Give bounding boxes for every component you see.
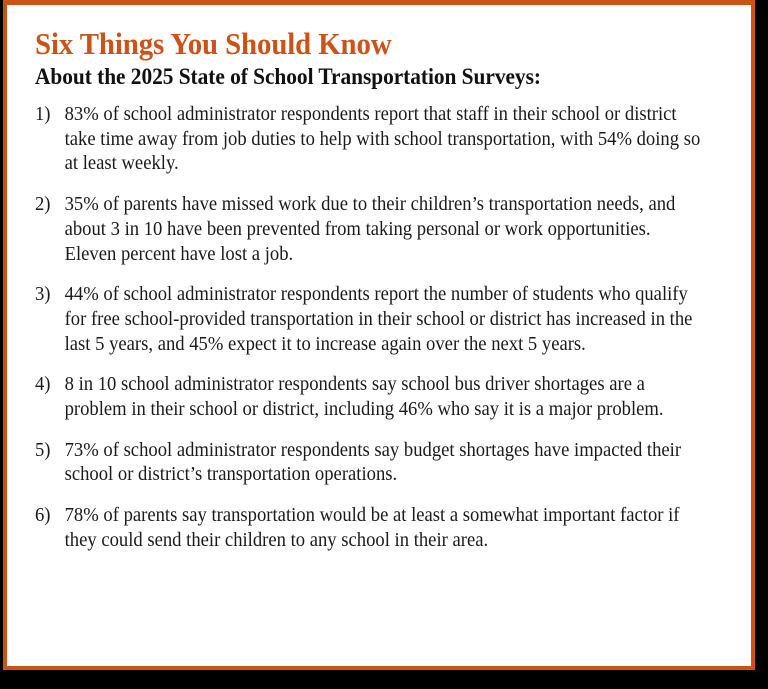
card-content — [7, 5, 751, 666]
list-item-text: 73% of school administrator respondents say budget shortages have impacted their school or district’s transportation operations. — [64, 439, 682, 486]
list-item-text: 78% of parents say transportation would be at least a somewhat important factor if they could send their children to any school in their area. — [64, 505, 680, 551]
list-item-marker: 6) — [35, 505, 51, 527]
list-item — [35, 193, 702, 267]
list-item-marker: 5) — [35, 439, 51, 461]
list-item-marker: 3) — [35, 284, 51, 306]
list-item — [35, 504, 702, 553]
list-item-text: 8 in 10 school administrator respondents say school bus driver shortages are a problem in their school or district, including 46% who say it is a major problem. — [64, 374, 664, 421]
list-item-marker: 2) — [35, 194, 51, 216]
facts-list — [35, 103, 733, 554]
list-item — [35, 103, 702, 177]
list-item — [35, 283, 702, 357]
list-item — [35, 439, 702, 488]
list-item — [35, 373, 702, 422]
fact-card — [3, 0, 755, 670]
list-item-text: 83% of school administrator respondents report that staff in their school or district take time away from job duties to help with school transportation, with 54% doing so at least weekly. — [64, 104, 701, 175]
list-item-text: 35% of parents have missed work due to their children’s transportation needs, and about 3 in 10 have been prevented from taking personal or work opportunities. Eleven percent have lost a job. — [64, 194, 676, 265]
page-subtitle: About the 2025 State of School Transportation Surveys: — [35, 64, 541, 89]
page-title: Six Things You Should Know — [35, 26, 392, 61]
list-item-marker: 1) — [35, 104, 51, 125]
list-item-marker: 4) — [35, 374, 51, 396]
list-item-text: 44% of school administrator respondents report the number of students who qualify for free school-provided transportation in their school or district has increased in the last 5 years, and 45% expect it to increase again over the next 5 years. — [64, 284, 693, 355]
